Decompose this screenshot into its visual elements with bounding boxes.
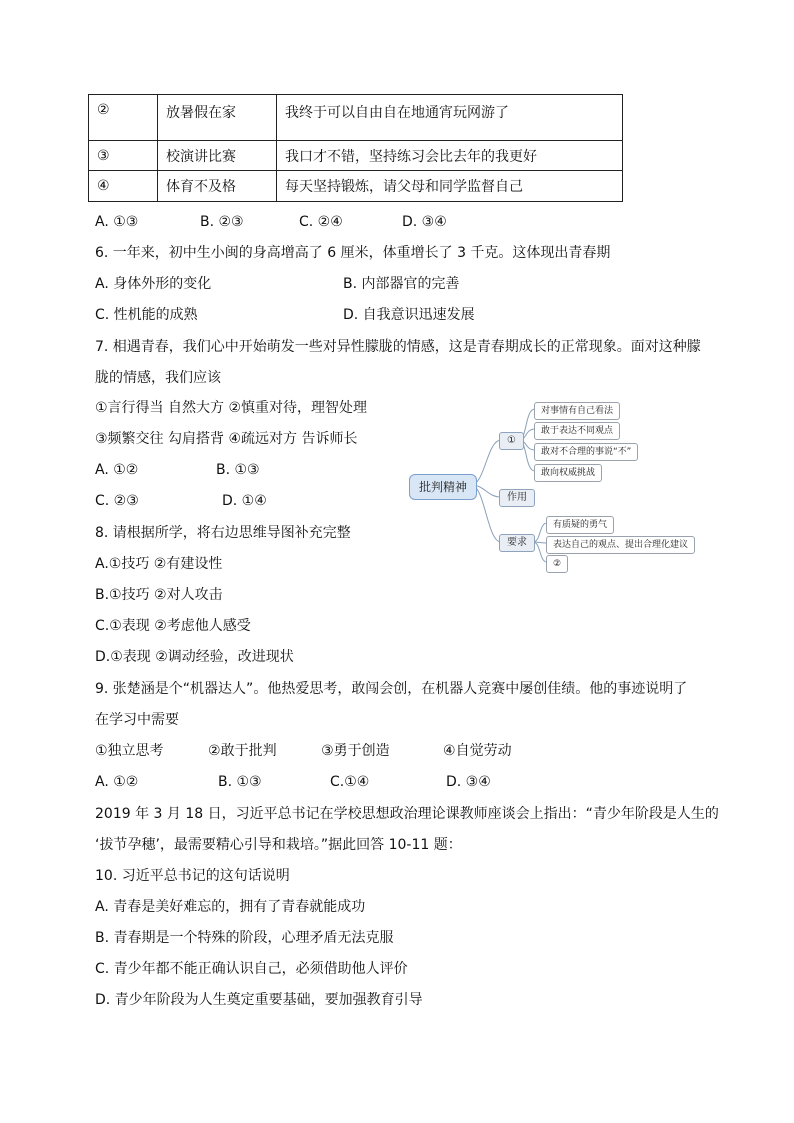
q10-option-a: A. 青春是美好难忘的，拥有了青春就能成功 <box>95 899 366 915</box>
row-content: 我口才不错，坚持练习会比去年的我更好 <box>277 141 623 171</box>
row-number: ② <box>89 95 158 141</box>
material-line1: 2019 年 3 月 18 日，习近平总书记在学校思想政治理论课教师座谈会上指出：“青少年阶段是人生的 <box>95 806 719 822</box>
q6-option-a: A. 身体外形的变化 <box>95 276 212 292</box>
q7-option-a: A. ①② <box>95 462 139 478</box>
row-number: ④ <box>89 171 158 202</box>
q7-option-c: C. ②③ <box>95 493 139 509</box>
table-row <box>89 141 623 171</box>
q8-stem: 8. 请根据所学，将右边思维导图补充完整 <box>95 525 351 541</box>
table-row <box>89 95 623 141</box>
q10-option-d: D. 青少年阶段为人生奠定重要基础，要加强教育引导 <box>95 992 423 1008</box>
q5-option-d: D. ③④ <box>402 214 447 230</box>
mind-map-leaf: 敢对不合理的事说“不” <box>534 443 638 461</box>
q7-stem-line2: 胧的情感，我们应该 <box>95 370 221 386</box>
q9-stem-line2: 在学习中需要 <box>95 712 179 728</box>
q6-stem: 6. 一年来，初中生小闽的身高增高了 6 厘米，体重增长了 3 千克。这体现出青春期 <box>95 245 611 261</box>
mind-map-leaf: 有质疑的勇气 <box>546 516 614 534</box>
q7-option-d: D. ①④ <box>222 493 267 509</box>
row-item: 体育不及格 <box>158 171 277 202</box>
row-item: 校演讲比赛 <box>158 141 277 171</box>
q7-option-b: B. ①③ <box>216 462 260 478</box>
q10-option-c: C. 青少年都不能正确认识自己，必须借助他人评价 <box>95 961 408 977</box>
row-item: 放暑假在家 <box>158 95 277 141</box>
material-line2: ‘拔节孕穗’，最需要精心引导和栽培。”据此回答 10-11 题： <box>95 837 462 853</box>
q8-option-b: B.①技巧 ②对人攻击 <box>95 587 223 603</box>
mind-map-leaf: 对事情有自己看法 <box>534 402 620 420</box>
q9-option-a: A. ①② <box>95 774 139 790</box>
q5-option-c: C. ②④ <box>299 214 343 230</box>
mind-map-branch-1: ① <box>499 432 524 450</box>
mind-map <box>405 398 705 573</box>
mind-map-branch-function: 作用 <box>499 489 535 507</box>
mind-map-leaf: 敢于表达不同观点 <box>534 422 620 440</box>
q9-statements: ①独立思考 ②敢于批判 ③勇于创造 ④自觉劳动 <box>95 743 512 759</box>
q9-option-d: D. ③④ <box>446 774 491 790</box>
mind-map-root: 批判精神 <box>409 474 477 500</box>
q10-stem: 10. 习近平总书记的这句话说明 <box>95 868 290 884</box>
mind-map-leaf: 表达自己的观点、提出合理化建议 <box>546 536 695 554</box>
q6-option-b: B. 内部器官的完善 <box>343 276 460 292</box>
mind-map-leaf: 敢向权威挑战 <box>534 464 602 482</box>
q7-statements-1: ①言行得当 自然大方 ②慎重对待，理智处理 <box>95 400 368 416</box>
q9-stem-line1: 9. 张楚涵是个“机器达人”。他热爱思考，敢闯会创，在机器人竞赛中屡创佳绩。他的事迹说明了 <box>95 681 688 697</box>
q10-option-b: B. 青春期是一个特殊的阶段，心理矛盾无法克服 <box>95 930 394 946</box>
q6-option-d: D. 自我意识迅速发展 <box>343 307 475 323</box>
row-content: 我终于可以自由自在地通宵玩网游了 <box>277 95 623 141</box>
q5-option-a: A. ①③ <box>95 214 139 230</box>
mind-map-leaf: ② <box>546 555 568 573</box>
mind-map-branch-requirement: 要求 <box>499 534 535 552</box>
q8-option-a: A.①技巧 ②有建设性 <box>95 556 223 572</box>
q8-option-c: C.①表现 ②考虑他人感受 <box>95 618 251 634</box>
q7-statements-2: ③频繁交往 勾肩搭背 ④疏远对方 告诉师长 <box>95 431 358 447</box>
q6-option-c: C. 性机能的成熟 <box>95 307 198 323</box>
row-content: 每天坚持锻炼，请父母和同学监督自己 <box>277 171 623 202</box>
q9-option-c: C.①④ <box>330 774 370 790</box>
q5-option-b: B. ②③ <box>200 214 244 230</box>
q7-stem-line1: 7. 相遇青春，我们心中开始萌发一些对异性朦胧的情感，这是青春期成长的正常现象。面对这种朦 <box>95 339 701 355</box>
q8-option-d: D.①表现 ②调动经验，改进现状 <box>95 649 294 665</box>
q9-option-b: B. ①③ <box>218 774 262 790</box>
table-row <box>89 171 623 202</box>
row-number: ③ <box>89 141 158 171</box>
options-table <box>88 94 623 202</box>
